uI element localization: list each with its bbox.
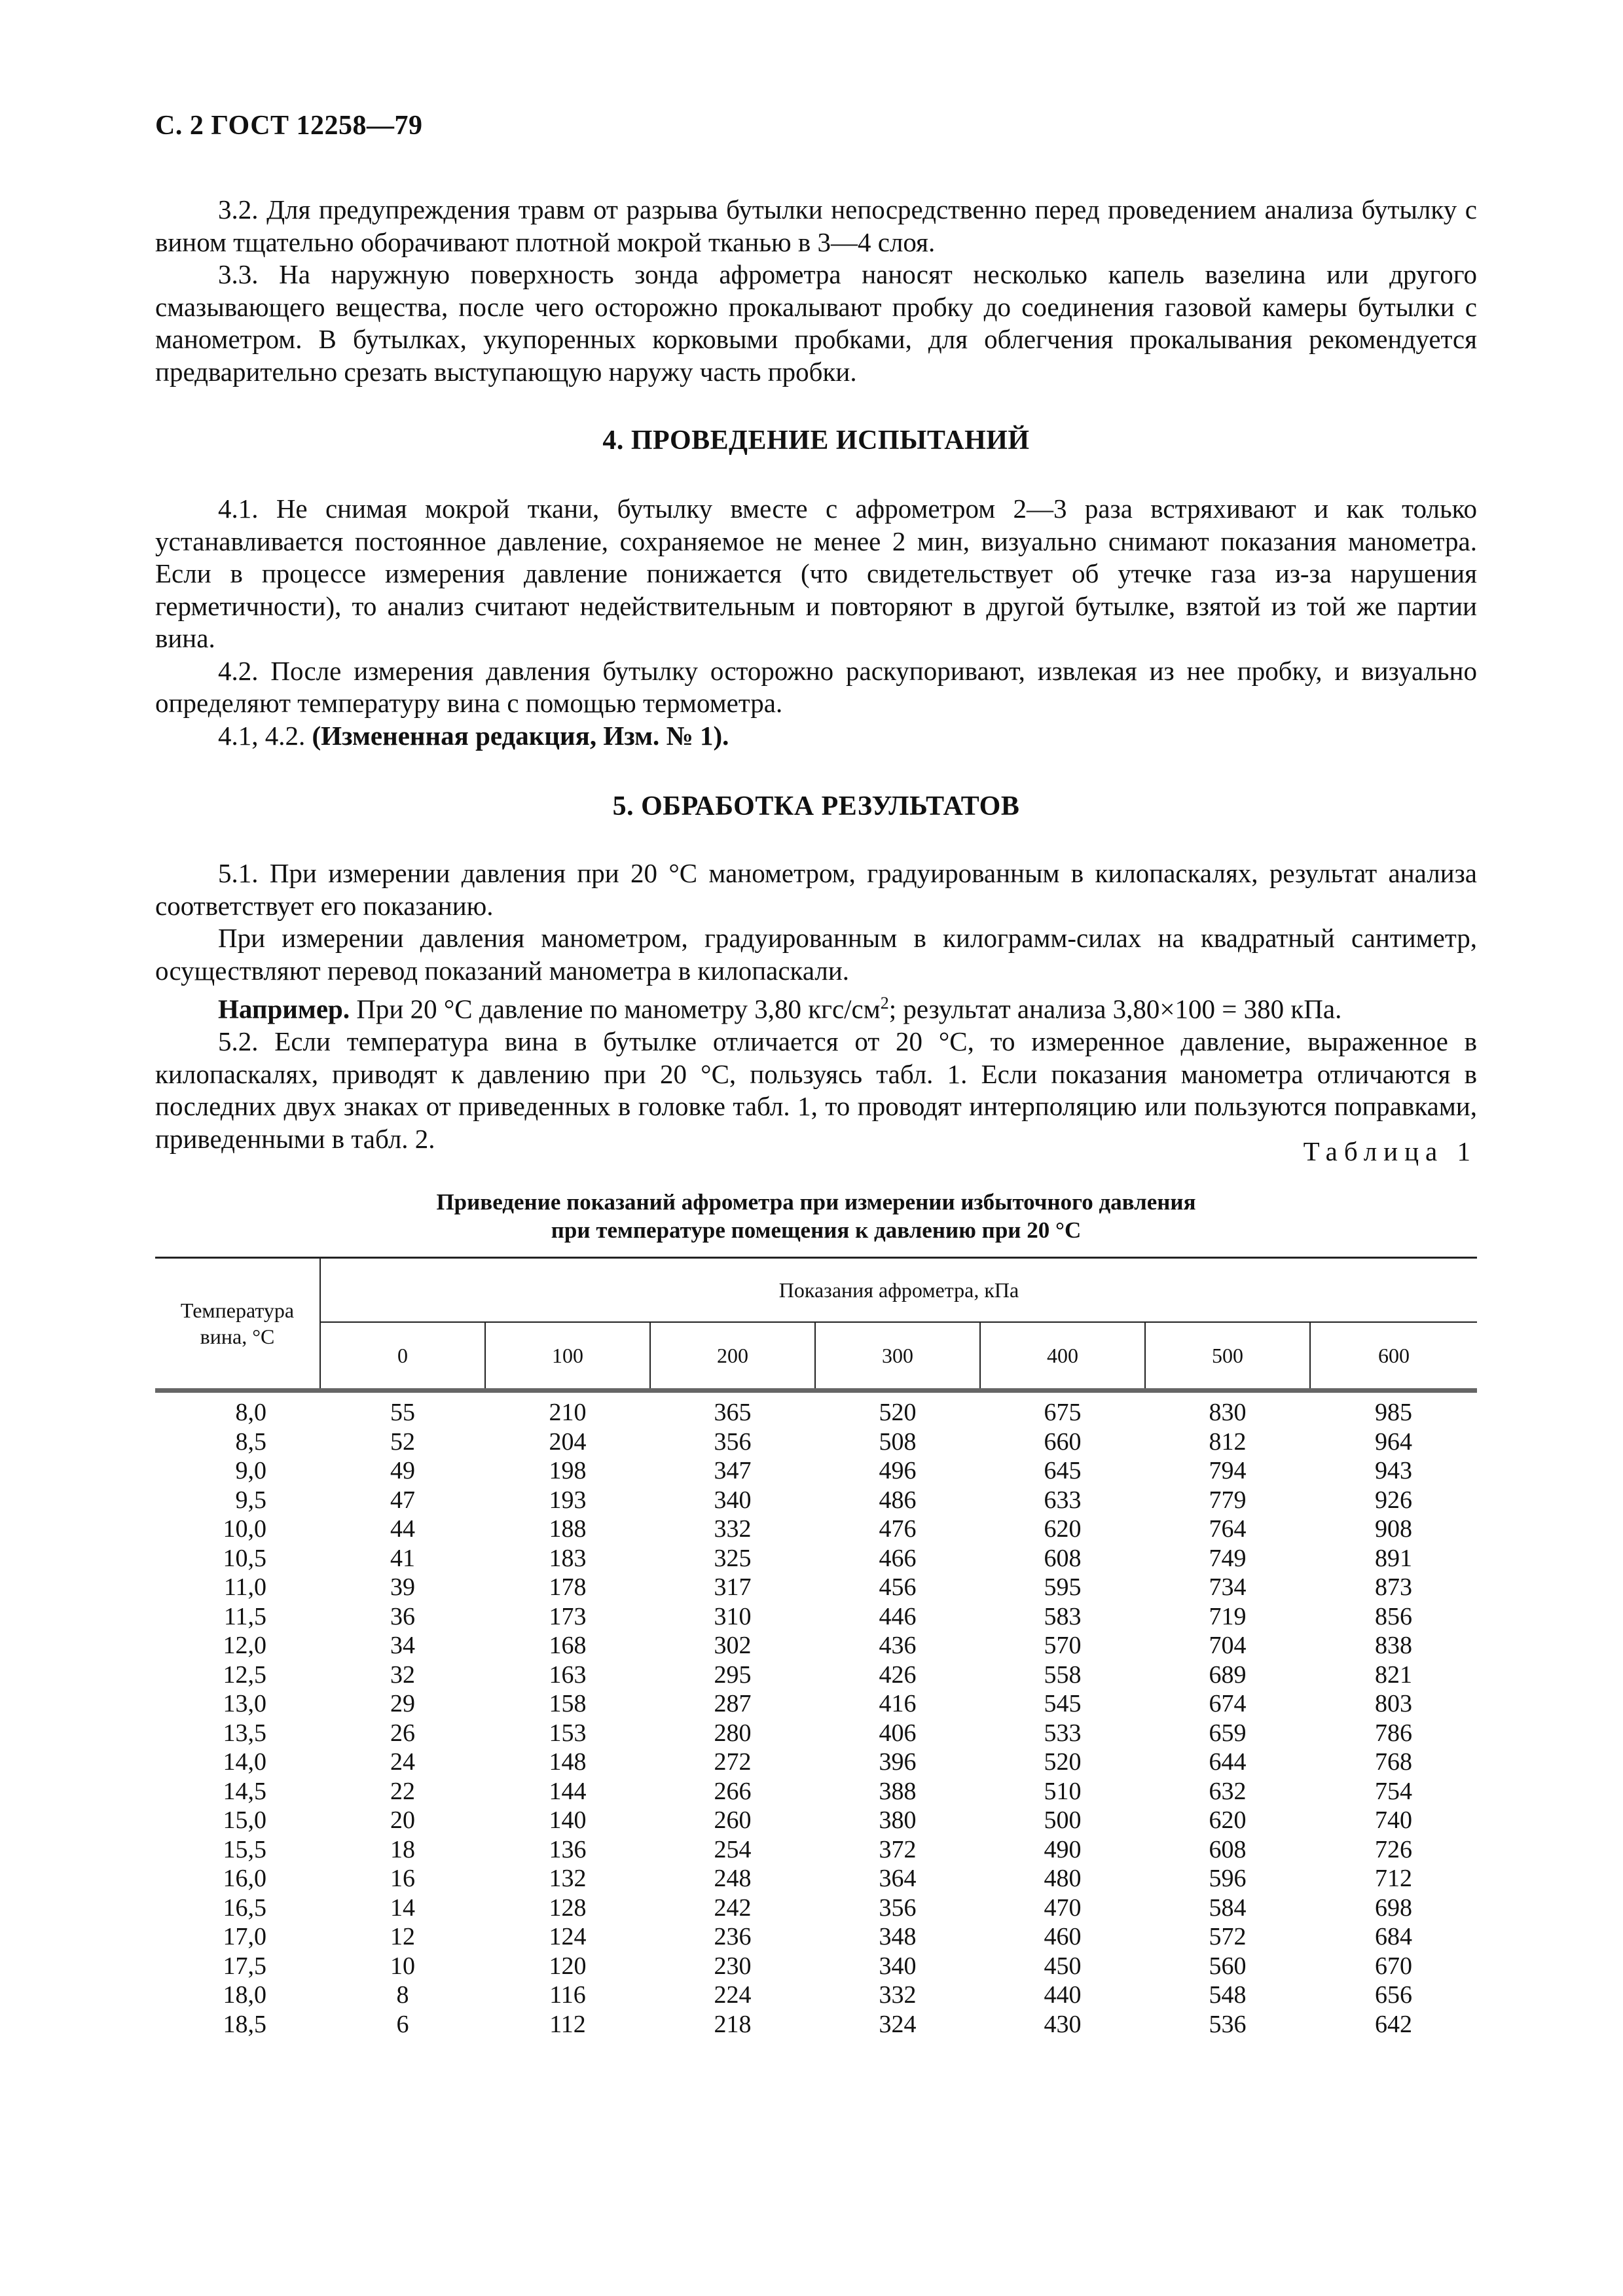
column-header: 200 — [650, 1322, 815, 1391]
value-cell: 266 — [714, 1777, 752, 1805]
value-cell: 144 — [549, 1777, 587, 1805]
value-cell: 32 — [390, 1660, 415, 1689]
value-cell: 112 — [549, 2010, 586, 2038]
section-4 — [155, 425, 1477, 456]
value-cell: 644 — [1209, 1748, 1247, 1776]
value-cell: 153 — [549, 1719, 587, 1747]
value-cell: 926 — [1375, 1486, 1412, 1514]
table-row — [155, 1922, 1477, 1952]
value-cell: 242 — [714, 1893, 752, 1922]
value-cell: 332 — [714, 1515, 752, 1543]
value-cell: 821 — [1375, 1660, 1412, 1689]
example-label: Например. — [218, 994, 350, 1024]
example-text-b: ; результат анализа 3,80×100 = 380 кПа. — [888, 994, 1342, 1024]
temp-column-header — [155, 1258, 320, 1391]
value-cell: 10 — [390, 1952, 415, 1980]
value-cell: 460 — [1044, 1923, 1082, 1950]
value-cell: 659 — [1209, 1719, 1247, 1747]
value-cell: 830 — [1209, 1399, 1247, 1426]
value-cell: 44 — [390, 1515, 415, 1543]
paragraph-example — [155, 987, 1477, 1026]
value-cell: 698 — [1375, 1893, 1412, 1922]
value-cell: 803 — [1375, 1690, 1412, 1717]
table-row — [155, 1631, 1477, 1660]
value-cell: 163 — [549, 1660, 587, 1689]
value-cell: 985 — [1375, 1399, 1412, 1426]
value-cell: 168 — [549, 1632, 587, 1659]
value-cell: 173 — [549, 1602, 587, 1630]
value-cell: 396 — [879, 1748, 917, 1776]
paragraph-5-1b: При измерении давления манометром, градуированным в килограмм-силах на квадратный сантиметр, осуществляют перевод показаний манометра в килопаскали. — [155, 923, 1477, 986]
paragraph-4-1: 4.1. Не снимая мокрой ткани, бутылку вместе с афрометром 2—3 раза встряхивают и как только устанавливается постоянное давление, сохраняемое не менее 2 мин, визуально снимают показания манометра. Если в процессе измерения давление понижается (что свидетельствует об утечке газа из-за нарушения герметичности), то анализ считают недействительным и повторяют в другой бутылке, взятой из той же партии вина. — [155, 493, 1477, 653]
value-cell: 450 — [1044, 1952, 1082, 1980]
table-row — [155, 1748, 1477, 1777]
value-cell: 740 — [1375, 1806, 1412, 1834]
value-cell: 943 — [1375, 1457, 1412, 1484]
value-cell: 595 — [1044, 1573, 1082, 1601]
value-cell: 120 — [549, 1952, 587, 1980]
value-cell: 596 — [1209, 1865, 1247, 1892]
value-cell: 570 — [1044, 1632, 1082, 1659]
table-row — [155, 1456, 1477, 1486]
temperature-cell: 12,0 — [223, 1632, 266, 1659]
amendment-ref: 4.1, 4.2. — [218, 720, 312, 751]
value-cell: 620 — [1209, 1806, 1247, 1834]
temperature-cell: 16,5 — [223, 1893, 266, 1922]
value-cell: 416 — [879, 1690, 917, 1717]
value-cell: 520 — [879, 1399, 917, 1426]
value-cell: 34 — [390, 1632, 415, 1659]
value-cell: 608 — [1209, 1835, 1247, 1863]
table-row — [155, 1515, 1477, 1544]
value-cell: 558 — [1044, 1660, 1082, 1689]
value-cell: 426 — [879, 1660, 917, 1689]
value-cell: 500 — [1044, 1806, 1082, 1834]
value-cell: 332 — [879, 1981, 917, 2009]
table-row — [155, 1981, 1477, 2010]
value-cell: 148 — [549, 1748, 587, 1776]
value-cell: 560 — [1209, 1952, 1247, 1980]
value-cell: 356 — [879, 1893, 917, 1922]
table-number: Таблица 1 — [1303, 1136, 1477, 1166]
value-cell: 325 — [714, 1544, 752, 1572]
table-row — [155, 1893, 1477, 1923]
value-cell: 545 — [1044, 1690, 1082, 1717]
column-header: 100 — [485, 1322, 650, 1391]
value-cell: 726 — [1375, 1835, 1412, 1863]
value-cell: 656 — [1375, 1981, 1412, 2009]
value-cell: 26 — [390, 1719, 415, 1747]
value-cell: 675 — [1044, 1399, 1082, 1426]
value-cell: 224 — [714, 1981, 752, 2009]
value-cell: 47 — [390, 1486, 415, 1514]
value-cell: 510 — [1044, 1777, 1082, 1805]
value-cell: 372 — [879, 1835, 917, 1863]
value-cell: 20 — [390, 1806, 415, 1834]
value-cell: 198 — [549, 1457, 587, 1484]
value-cell: 302 — [714, 1632, 752, 1659]
value-cell: 486 — [879, 1486, 917, 1514]
value-cell: 584 — [1209, 1893, 1247, 1922]
value-cell: 230 — [714, 1952, 752, 1980]
value-cell: 36 — [390, 1602, 415, 1630]
value-cell: 55 — [390, 1399, 415, 1426]
table-row — [155, 2010, 1477, 2039]
paragraph-4-2: 4.2. После измерения давления бутылку осторожно раскупоривают, извлекая из нее пробку, и визуально определяют температуру вина с помощью термометра. — [155, 655, 1477, 718]
value-cell: 188 — [549, 1515, 587, 1543]
value-cell: 14 — [390, 1893, 415, 1922]
value-cell: 794 — [1209, 1457, 1247, 1484]
value-cell: 6 — [396, 2010, 409, 2038]
value-cell: 280 — [714, 1719, 752, 1747]
value-cell: 719 — [1209, 1602, 1247, 1630]
value-cell: 287 — [714, 1690, 752, 1717]
column-header: 300 — [815, 1322, 980, 1391]
temperature-cell: 14,0 — [223, 1748, 266, 1776]
temperature-cell: 16,0 — [223, 1865, 266, 1892]
value-cell: 812 — [1209, 1427, 1247, 1456]
temperature-cell: 11,5 — [223, 1602, 266, 1630]
value-cell: 548 — [1209, 1981, 1247, 2009]
temperature-cell: 10,5 — [223, 1544, 266, 1572]
value-cell: 633 — [1044, 1486, 1082, 1514]
temperature-cell: 13,5 — [223, 1719, 266, 1747]
column-header: 400 — [980, 1322, 1145, 1391]
value-cell: 260 — [714, 1806, 752, 1834]
value-cell: 620 — [1044, 1515, 1082, 1543]
value-cell: 22 — [390, 1777, 415, 1805]
value-cell: 29 — [390, 1690, 415, 1717]
value-cell: 786 — [1375, 1719, 1412, 1747]
table-row — [155, 1573, 1477, 1602]
value-cell: 764 — [1209, 1515, 1247, 1543]
value-cell: 347 — [714, 1457, 752, 1484]
value-cell: 193 — [549, 1486, 587, 1514]
temperature-cell: 18,5 — [223, 2010, 266, 2038]
value-cell: 12 — [390, 1923, 415, 1950]
section-4-body — [155, 493, 1477, 752]
value-cell: 236 — [714, 1923, 752, 1950]
paragraph-5-1: 5.1. При измерении давления при 20 °С манометром, градуированным в килопаскалях, результат анализа соответствует его показанию. — [155, 858, 1477, 921]
table-caption-line1: Приведение показаний афрометра при измерении избыточного давления — [436, 1189, 1196, 1215]
value-cell: 136 — [549, 1835, 587, 1863]
value-cell: 734 — [1209, 1573, 1247, 1601]
value-cell: 496 — [879, 1457, 917, 1484]
value-cell: 572 — [1209, 1923, 1247, 1950]
value-cell: 533 — [1044, 1719, 1082, 1747]
temperature-cell: 17,5 — [223, 1952, 266, 1980]
temperature-cell: 8,5 — [235, 1427, 266, 1456]
value-cell: 178 — [549, 1573, 587, 1601]
paragraph-5-2: 5.2. Если температура вина в бутылке отличается от 20 °С, то измеренное давление, выраженное в килопаскалях, приводят к давлению при 20 °С, пользуясь табл. 1. Если показания манометра отличаются в последних двух знаках от приведенных в головке табл. 1, то проводят интерполяцию или пользуются поправками, приведенными в табл. 2. — [155, 1026, 1477, 1154]
value-cell: 324 — [879, 2010, 917, 2038]
value-cell: 446 — [879, 1602, 917, 1630]
temperature-cell: 13,0 — [223, 1690, 266, 1717]
temp-header-line1: Температура — [180, 1299, 295, 1322]
value-cell: 508 — [879, 1427, 917, 1456]
temperature-cell: 9,5 — [235, 1486, 266, 1514]
value-cell: 749 — [1209, 1544, 1247, 1572]
value-cell: 645 — [1044, 1457, 1082, 1484]
value-cell: 470 — [1044, 1893, 1082, 1922]
table-row — [155, 1391, 1477, 1427]
value-cell: 24 — [390, 1748, 415, 1776]
value-cell: 406 — [879, 1719, 917, 1747]
value-cell: 348 — [879, 1923, 917, 1950]
value-cell: 704 — [1209, 1632, 1247, 1659]
value-cell: 456 — [879, 1573, 917, 1601]
section-4-title: 4. ПРОВЕДЕНИЕ ИСПЫТАНИЙ — [602, 425, 1030, 456]
example-sup: 2 — [880, 994, 889, 1013]
value-cell: 128 — [549, 1893, 587, 1922]
value-cell: 684 — [1375, 1923, 1412, 1950]
value-cell: 41 — [390, 1544, 415, 1572]
table-row — [155, 1689, 1477, 1719]
value-cell: 440 — [1044, 1981, 1082, 2009]
value-cell: 18 — [390, 1835, 415, 1863]
temperature-cell: 15,0 — [223, 1806, 266, 1834]
value-cell: 873 — [1375, 1573, 1412, 1601]
section-5 — [155, 791, 1477, 822]
table-row — [155, 1486, 1477, 1515]
table-caption-line2: при температуре помещения к давлению при 20 °С — [551, 1217, 1082, 1243]
table-row — [155, 1660, 1477, 1690]
amendment-note: (Измененная редакция, Изм. № 1). — [312, 720, 729, 751]
value-cell: 254 — [714, 1835, 752, 1863]
value-cell: 52 — [390, 1427, 415, 1456]
table-row — [155, 1864, 1477, 1893]
value-cell: 779 — [1209, 1486, 1247, 1514]
table-row — [155, 1777, 1477, 1806]
value-cell: 365 — [714, 1399, 752, 1426]
value-cell: 317 — [714, 1573, 752, 1601]
value-cell: 183 — [549, 1544, 587, 1572]
value-cell: 132 — [549, 1865, 587, 1892]
table-container — [155, 1257, 1477, 2039]
temperature-cell: 17,0 — [223, 1923, 266, 1950]
column-header-row — [155, 1322, 1477, 1391]
table-row — [155, 1952, 1477, 1981]
table-row — [155, 1427, 1477, 1457]
value-cell: 204 — [549, 1427, 587, 1456]
value-cell: 908 — [1375, 1515, 1412, 1543]
page-header: С. 2 ГОСТ 12258—79 — [155, 111, 423, 141]
value-cell: 16 — [390, 1865, 415, 1892]
data-table — [155, 1257, 1477, 2039]
value-cell: 124 — [549, 1923, 587, 1950]
value-cell: 838 — [1375, 1632, 1412, 1659]
value-cell: 754 — [1375, 1777, 1412, 1805]
table-row — [155, 1719, 1477, 1748]
value-cell: 490 — [1044, 1835, 1082, 1863]
value-cell: 116 — [549, 1981, 586, 2009]
value-cell: 436 — [879, 1632, 917, 1659]
value-cell: 295 — [714, 1660, 752, 1689]
section-5-title: 5. ОБРАБОТКА РЕЗУЛЬТАТОВ — [612, 791, 1020, 821]
temperature-cell: 11,0 — [223, 1573, 266, 1601]
value-cell: 466 — [879, 1544, 917, 1572]
paragraph-3-3: 3.3. На наружную поверхность зонда афрометра наносят несколько капель вазелина или другого смазывающего вещества, после чего осторожно прокалывают пробку до соединения газовой камеры бутылки с манометром. В бутылках, укупоренных корковыми пробками, для облегчения прокалывания рекомендуется предварительно срезать выступающую наружу часть пробки. — [155, 259, 1477, 387]
value-cell: 356 — [714, 1427, 752, 1456]
value-cell: 218 — [714, 2010, 752, 2038]
paragraph-3-2: 3.2. Для предупреждения травм от разрыва бутылки непосредственно перед проведением анализа бутылку с вином тщательно оборачивают плотной мокрой тканью в 3—4 слоя. — [155, 194, 1477, 257]
value-cell: 891 — [1375, 1544, 1412, 1572]
readings-group-header: Показания афрометра, кПа — [320, 1258, 1477, 1323]
value-cell: 642 — [1375, 2010, 1412, 2038]
table-row — [155, 1544, 1477, 1573]
table-body — [155, 1391, 1477, 2039]
table-caption — [155, 1188, 1477, 1244]
value-cell: 583 — [1044, 1602, 1082, 1630]
value-cell: 964 — [1375, 1427, 1412, 1456]
value-cell: 39 — [390, 1573, 415, 1601]
value-cell: 340 — [714, 1486, 752, 1514]
value-cell: 248 — [714, 1865, 752, 1892]
paragraph-amendment — [155, 720, 1477, 753]
value-cell: 660 — [1044, 1427, 1082, 1456]
section-3 — [155, 194, 1477, 388]
example-text-a: При 20 °С давление по манометру 3,80 кгс/см — [350, 994, 881, 1024]
value-cell: 140 — [549, 1806, 587, 1834]
value-cell: 608 — [1044, 1544, 1082, 1572]
temperature-cell: 15,5 — [223, 1835, 266, 1863]
value-cell: 856 — [1375, 1602, 1412, 1630]
temperature-cell: 9,0 — [235, 1457, 266, 1484]
temperature-cell: 12,5 — [223, 1660, 266, 1689]
value-cell: 430 — [1044, 2010, 1082, 2038]
column-header: 500 — [1145, 1322, 1310, 1391]
value-cell: 340 — [879, 1952, 917, 1980]
value-cell: 520 — [1044, 1748, 1082, 1776]
value-cell: 388 — [879, 1777, 917, 1805]
table-row — [155, 1835, 1477, 1865]
temperature-cell: 10,0 — [223, 1515, 266, 1543]
value-cell: 380 — [879, 1806, 917, 1834]
value-cell: 768 — [1375, 1748, 1412, 1776]
value-cell: 272 — [714, 1748, 752, 1776]
temperature-cell: 14,5 — [223, 1777, 266, 1805]
value-cell: 49 — [390, 1457, 415, 1484]
table-row — [155, 1602, 1477, 1632]
table-row — [155, 1806, 1477, 1835]
value-cell: 476 — [879, 1515, 917, 1543]
section-5-body — [155, 857, 1477, 1155]
value-cell: 670 — [1375, 1952, 1412, 1980]
value-cell: 480 — [1044, 1865, 1082, 1892]
temperature-cell: 8,0 — [235, 1399, 266, 1426]
column-header: 600 — [1310, 1322, 1477, 1391]
value-cell: 632 — [1209, 1777, 1247, 1805]
value-cell: 689 — [1209, 1660, 1247, 1689]
value-cell: 536 — [1209, 2010, 1247, 2038]
value-cell: 364 — [879, 1865, 917, 1892]
value-cell: 210 — [549, 1399, 587, 1426]
value-cell: 712 — [1375, 1865, 1412, 1892]
temp-header-line2: вина, °С — [200, 1325, 275, 1348]
value-cell: 674 — [1209, 1690, 1247, 1717]
column-header: 0 — [320, 1322, 485, 1391]
value-cell: 310 — [714, 1602, 752, 1630]
temperature-cell: 18,0 — [223, 1981, 266, 2009]
value-cell: 158 — [549, 1690, 587, 1717]
value-cell: 8 — [396, 1981, 409, 2009]
